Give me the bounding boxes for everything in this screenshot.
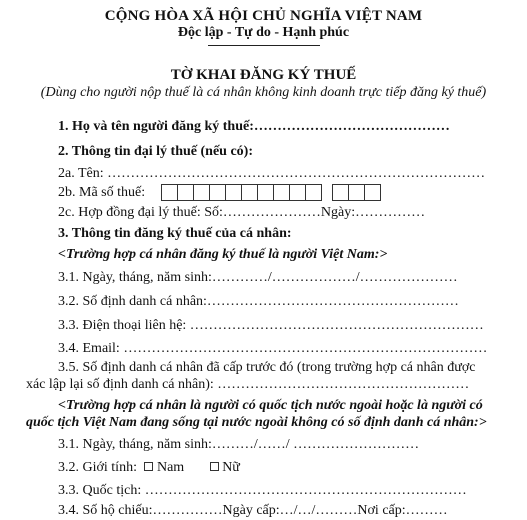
male-checkbox[interactable] (144, 462, 153, 471)
tax-agent-heading: 2. Thông tin đại lý thuế (nếu có): (58, 144, 253, 159)
male-label: Nam (156, 460, 185, 475)
female-checkbox[interactable] (210, 462, 219, 471)
full-name-field[interactable]: 1. Họ và tên người đăng ký thuế:…………………………………… (58, 119, 450, 134)
national-motto: Độc lập - Tự do - Hạnh phúc (177, 25, 350, 40)
previous-id-label: 3.5. Số định danh cá nhân đã cấp trước đó (trong trường hợp cá nhân được (58, 360, 476, 375)
gender-row (58, 460, 240, 476)
tax-code-digit-box[interactable] (289, 184, 306, 201)
personal-id-field[interactable]: 3.2. Số định danh cá nhân:……………………………………………… (58, 294, 459, 309)
tax-code-digit-box[interactable] (305, 184, 322, 201)
email-field[interactable]: 3.4. Email: …………………………………………………………………… (58, 341, 488, 356)
gender-label: 3.2. Giới tính: (58, 460, 137, 475)
tax-code-suffix-box[interactable] (348, 184, 365, 201)
agent-contract-field[interactable]: 2c. Hợp đồng đại lý thuế: Số:…………………Ngày:…………… (58, 205, 426, 220)
agent-tax-code-boxes[interactable] (162, 184, 381, 201)
form-subtitle: (Dùng cho người nộp thuế là cá nhân không kinh doanh trực tiếp đăng ký thuế) (40, 85, 487, 100)
tax-code-digit-box[interactable] (225, 184, 242, 201)
previous-id-field[interactable]: xác lập lại số định danh cá nhân): ……………………………………………… (26, 377, 470, 392)
tax-code-digit-box[interactable] (209, 184, 226, 201)
tax-code-digit-box[interactable] (161, 184, 178, 201)
motto-underline (208, 45, 320, 46)
female-label: Nữ (222, 460, 240, 475)
tax-code-digit-box[interactable] (193, 184, 210, 201)
individual-info-heading: 3. Thông tin đăng ký thuế của cá nhân: (58, 226, 292, 241)
tax-code-digit-box[interactable] (177, 184, 194, 201)
tax-code-digit-box[interactable] (241, 184, 258, 201)
foreign-birth-date-field[interactable]: 3.1. Ngày, tháng, năm sinh:………/……/ ……………………… (58, 437, 420, 452)
agent-name-field[interactable]: 2a. Tên: ……………………………………………………………………… (58, 166, 486, 181)
agent-tax-code-label: 2b. Mã số thuế: (58, 185, 146, 200)
foreign-case-note-cont: quốc tịch Việt Nam đang sống tại nước ngoài không có số định danh cá nhân:> (26, 415, 487, 430)
tax-code-digit-box[interactable] (273, 184, 290, 201)
nationality-field[interactable]: 3.3. Quốc tịch: …………………………………………………………… (58, 483, 467, 498)
vietnamese-case-note: <Trường hợp cá nhân đăng ký thuế là người Việt Nam:> (58, 247, 388, 262)
tax-code-digit-box[interactable] (257, 184, 274, 201)
birth-date-field[interactable]: 3.1. Ngày, tháng, năm sinh:…………/………………/………………… (58, 270, 458, 285)
tax-code-suffix-box[interactable] (332, 184, 349, 201)
tax-code-suffix-box[interactable] (364, 184, 381, 201)
form-title: TỜ KHAI ĐĂNG KÝ THUẾ (170, 67, 357, 83)
national-title: CỘNG HÒA XÃ HỘI CHỦ NGHĨA VIỆT NAM (104, 8, 423, 24)
passport-field[interactable]: 3.4. Số hộ chiếu:……………Ngày cấp:…/…/………Nơi cấp:……… (58, 503, 448, 518)
foreign-case-note: <Trường hợp cá nhân là người có quốc tịch nước ngoài hoặc là người có (58, 398, 483, 413)
phone-field[interactable]: 3.3. Điện thoại liên hệ: ……………………………………………………… (58, 318, 484, 333)
